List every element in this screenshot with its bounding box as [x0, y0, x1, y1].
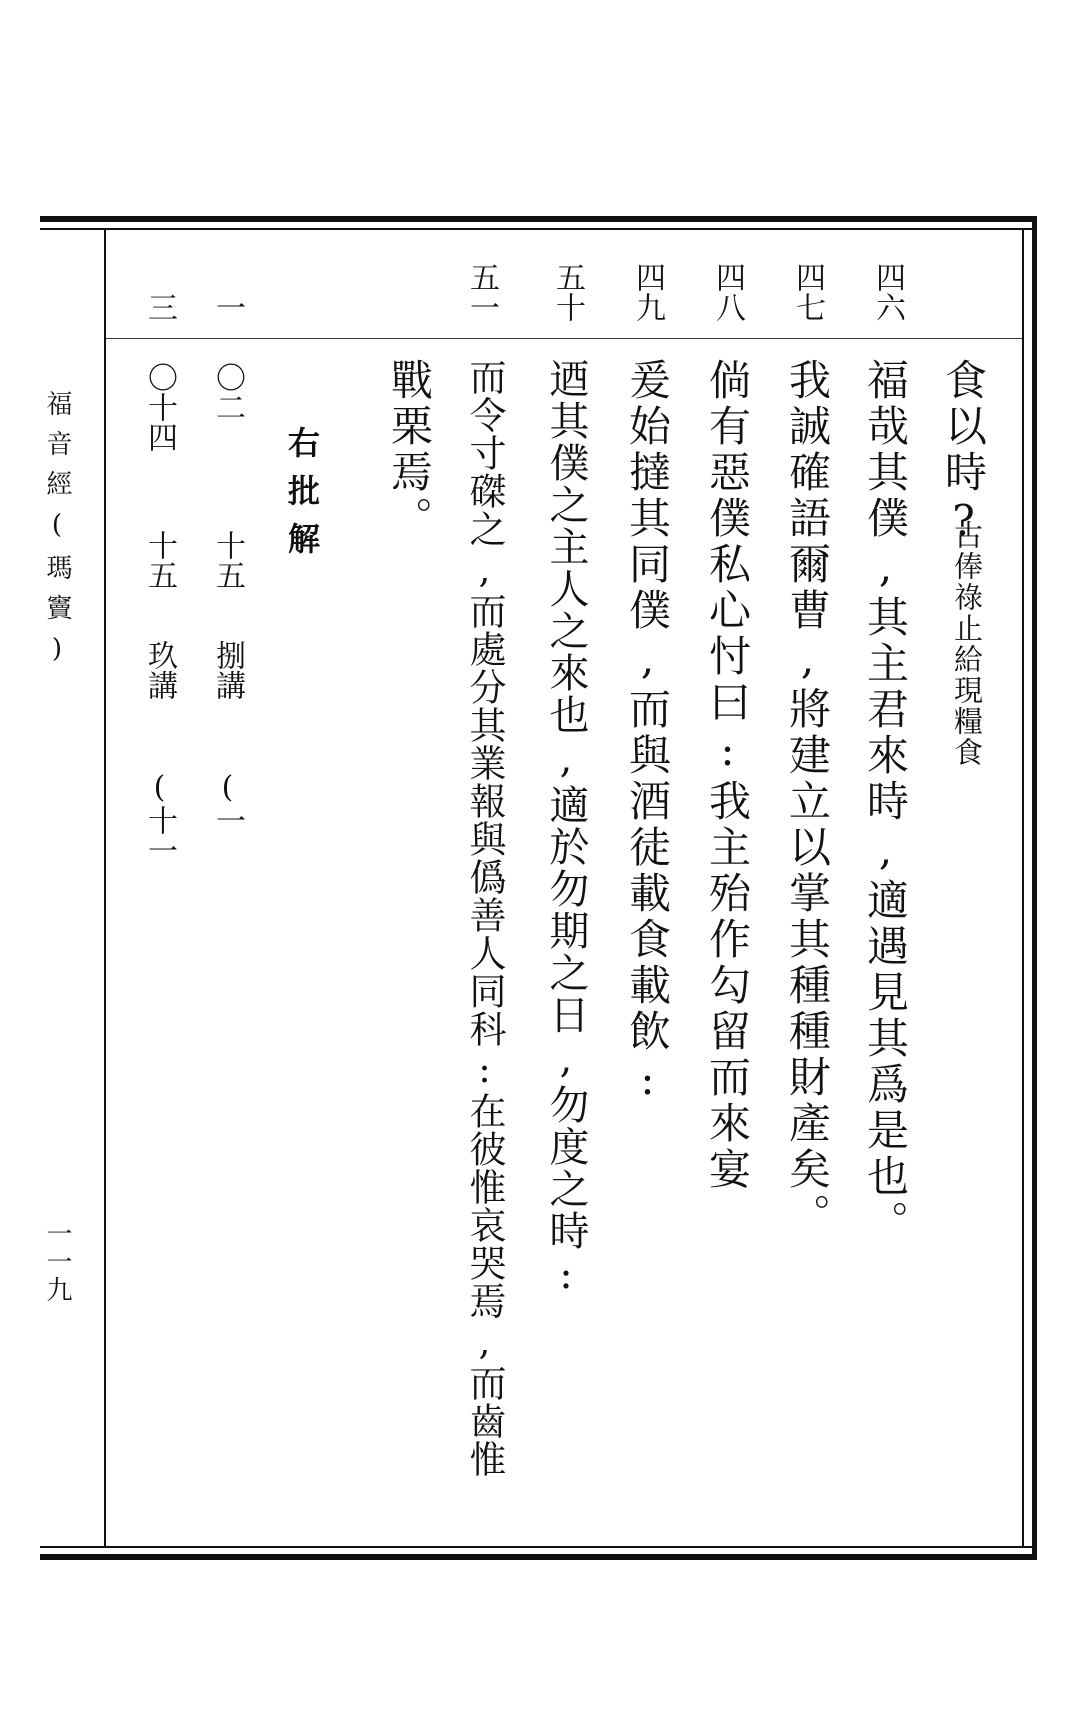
annotation-1-verse: 十五 [210, 530, 245, 590]
annotation-2-paren: (十一 [142, 770, 177, 865]
verse-number-46: 四六 [870, 262, 905, 322]
annotation-number-three: 三 [142, 292, 177, 322]
text-column-4: 倘有惡僕私心忖曰:我主殆作勾留而來宴 [703, 358, 752, 1193]
frame-bottom-inner-rule [40, 1546, 1036, 1548]
annotation-1-word: 捌講 [210, 640, 245, 700]
verse-number-49: 四九 [630, 262, 665, 322]
text-column-7: 而令寸磔之,而處分其業報與僞善人同科:在彼惟哀哭焉,而齒惟 [463, 358, 506, 1478]
annotation-2-ref: 〇十四 [142, 362, 177, 452]
verse-number-48: 四八 [710, 262, 745, 322]
running-title: 福音經(瑪竇) [42, 390, 72, 678]
frame-right-rule [1032, 216, 1037, 1560]
frame-left-rule [104, 228, 106, 1548]
verse-number-47: 四七 [790, 262, 825, 322]
page-number: 一一九 [42, 1220, 72, 1304]
frame-right-inner-rule [1022, 228, 1024, 1548]
text-column-2: 福哉其僕,其主君來時,適遇見其爲是也。 [861, 358, 910, 1246]
annotation-2-verse: 十五 [142, 530, 177, 590]
header-divider [106, 338, 1022, 339]
text-column-3: 我誠確語爾曹,將建立以掌其種種財產矣。 [783, 358, 832, 1239]
text-column-5: 爰始撻其同僕,而與酒徒載食載飲: [623, 358, 672, 1108]
annotation-number-one: 一 [210, 292, 245, 322]
annotation-title: 右批解 [283, 426, 321, 570]
text-column-6: 迺其僕之主人之來也,適於勿期之日,勿度之時: [543, 358, 589, 1300]
frame-top-rule [40, 216, 1036, 222]
annotation-1-paren: (一 [210, 770, 245, 835]
verse-number-50: 五十 [550, 262, 585, 322]
frame-top-inner-rule [40, 228, 1036, 230]
annotation-2-word: 玖講 [142, 640, 177, 700]
frame-bottom-rule [40, 1554, 1036, 1560]
text-column-1-note: 古俸祿止給現糧食 [950, 520, 984, 768]
verse-number-51: 五一 [464, 262, 499, 322]
annotation-1-ref: 〇二 [210, 362, 245, 422]
text-column-8: 戰栗焉。 [385, 358, 434, 542]
text-column-1: 食以時? [939, 358, 988, 549]
